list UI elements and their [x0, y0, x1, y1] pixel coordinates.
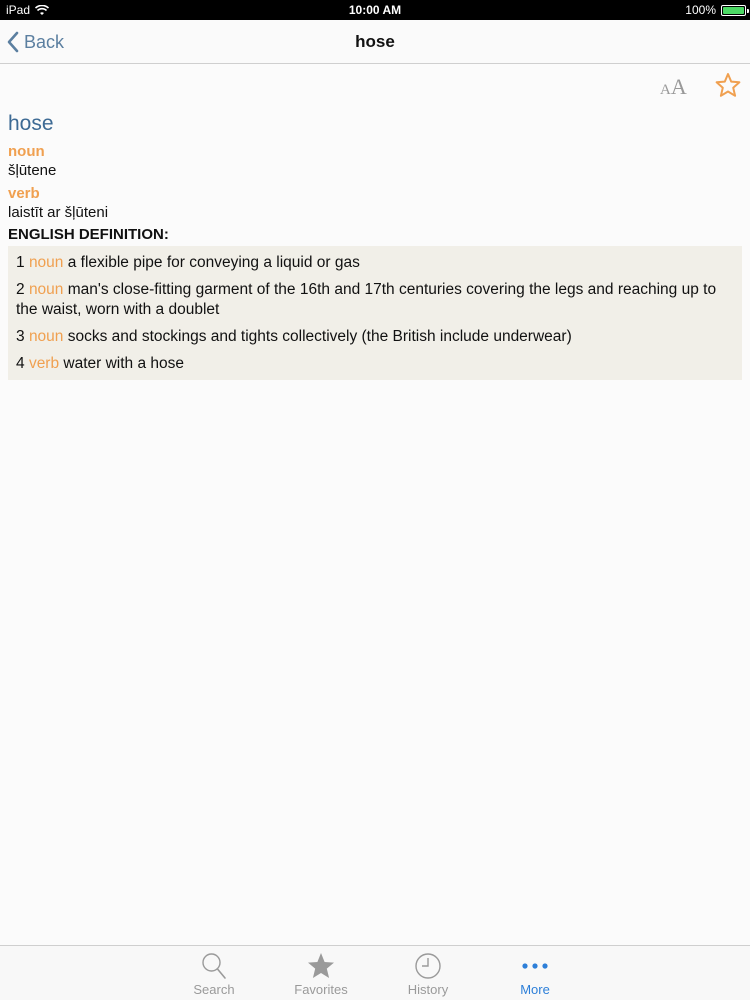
- definition-pos: noun: [28, 281, 64, 298]
- tab-search[interactable]: [174, 950, 254, 998]
- tab-label: More: [520, 982, 550, 997]
- definition-text: man's close-fitting garment of the 16th and 17th centuries covering the legs and reaching up to the waist, worn with a doublet: [16, 281, 717, 318]
- definition-text: socks and stockings and tights collectively (the British include underwear): [67, 328, 572, 345]
- tab-favorites[interactable]: [281, 950, 361, 998]
- definition-text: water with a hose: [63, 355, 185, 372]
- definition-pos: noun: [28, 328, 64, 345]
- entry-content: [8, 112, 742, 380]
- more-dots-icon: [521, 962, 549, 970]
- battery-icon: [721, 5, 746, 16]
- page-title: hose: [355, 32, 395, 51]
- tab-more[interactable]: [495, 950, 575, 998]
- sense-pos: verb: [8, 185, 40, 202]
- definition-list: [8, 246, 742, 380]
- headword: hose: [8, 112, 54, 135]
- sense-pos: noun: [8, 143, 45, 160]
- tab-history[interactable]: [388, 950, 468, 998]
- definition-item: [16, 327, 734, 347]
- clock-icon: [414, 952, 442, 980]
- status-bar: [0, 0, 750, 20]
- definition-pos: noun: [28, 254, 64, 271]
- definition-number: 4: [16, 355, 25, 372]
- font-size-button[interactable]: [660, 74, 687, 100]
- tab-bar: [0, 945, 750, 1000]
- device-label: iPad: [6, 3, 31, 17]
- definition-text: a flexible pipe for conveying a liquid or gas: [67, 254, 360, 271]
- definition-number: 3: [16, 328, 25, 345]
- definition-item: [16, 280, 734, 320]
- definition-pos: verb: [28, 355, 60, 372]
- tab-label: Favorites: [294, 982, 348, 997]
- definition-heading: ENGLISH DEFINITION:: [8, 226, 169, 243]
- battery-percent: 100%: [685, 3, 716, 17]
- definition-number: 2: [16, 281, 25, 298]
- definition-item: [16, 253, 734, 273]
- status-right: [685, 3, 746, 17]
- tab-label: Search: [193, 982, 235, 997]
- font-large-glyph: A: [670, 74, 687, 99]
- tab-label: History: [407, 982, 449, 997]
- back-label: Back: [24, 31, 65, 52]
- navigation-bar: [0, 20, 750, 64]
- battery-fill: [723, 7, 744, 14]
- favorite-star-icon[interactable]: [714, 72, 742, 98]
- sense-translation: šļūtene: [8, 162, 57, 179]
- definition-number: 1: [16, 254, 25, 271]
- status-time: 10:00 AM: [348, 3, 402, 17]
- definition-item: [16, 354, 734, 374]
- star-icon: [306, 952, 336, 980]
- font-small-glyph: A: [660, 82, 671, 98]
- search-icon: [201, 952, 227, 980]
- sense-translation: laistīt ar šļūteni: [8, 204, 109, 221]
